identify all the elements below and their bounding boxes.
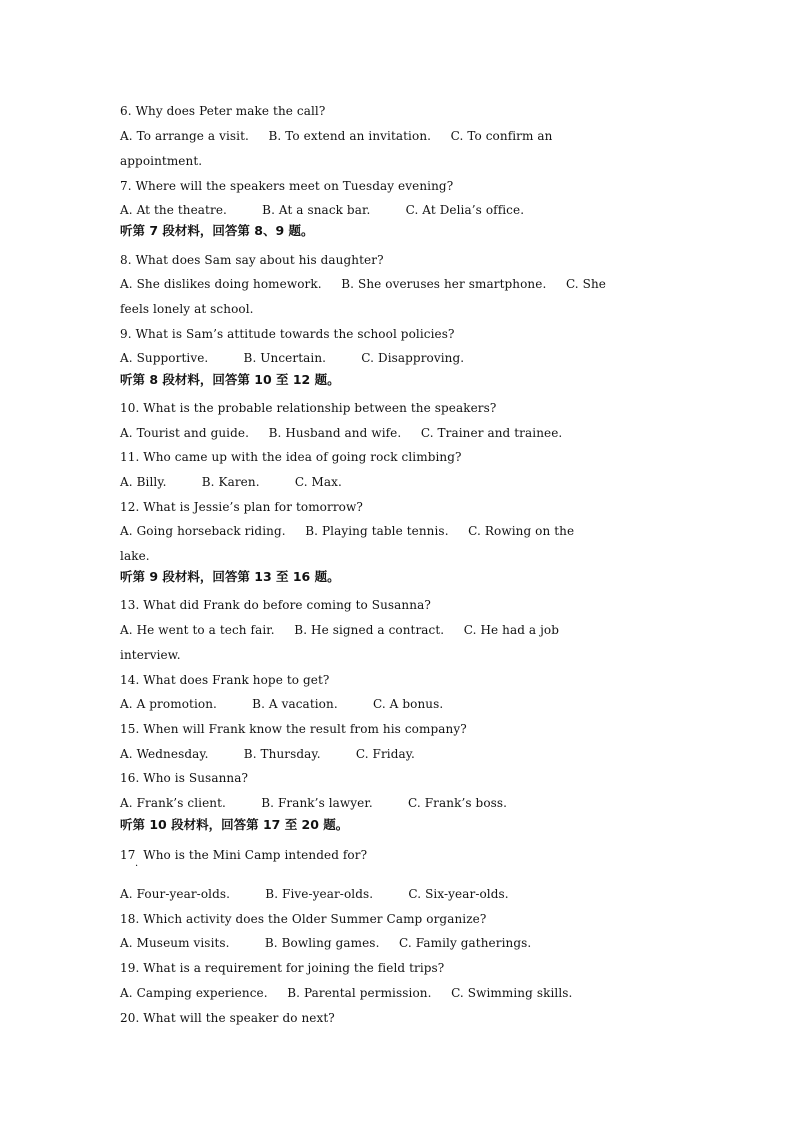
question-18-options: A. Museum visits. B. Bowling games. C. Family gatherings. [120, 936, 532, 950]
question-12-options: A. Going horseback riding. B. Playing table tennis. C. Rowing on the [120, 524, 575, 538]
question-18: 18. Which activity does the Older Summer Camp organize? [120, 912, 487, 926]
question-6-options: A. To arrange a visit. B. To extend an invitation. C. To confirm an [120, 129, 553, 143]
question-11: 11. Who came up with the idea of going rock climbing? [120, 450, 462, 464]
stray-dot: · [135, 861, 139, 872]
question-7: 7. Where will the speakers meet on Tuesday evening? [120, 179, 454, 193]
question-19: 19. What is a requirement for joining the field trips? [120, 961, 445, 975]
section-heading-8: 听第 8 段材料，回答第 10 至 12 题。 [120, 372, 340, 387]
question-17-options: A. Four-year-olds. B. Five-year-olds. C. Six-year-olds. [120, 887, 509, 901]
question-7-options: A. At the theatre. B. At a snack bar. C. At Delia’s office. [120, 203, 525, 217]
question-8-options-cont: feels lonely at school. [120, 302, 254, 316]
question-14-options: A. A promotion. B. A vacation. C. A bonus. [120, 697, 444, 711]
question-8-options: A. She dislikes doing homework. B. She overuses her smartphone. C. She [120, 277, 606, 291]
question-6-options-cont: appointment. [120, 154, 203, 168]
question-14: 14. What does Frank hope to get? [120, 673, 330, 687]
question-9: 9. What is Sam’s attitude towards the school policies? [120, 327, 455, 341]
question-19-options: A. Camping experience. B. Parental permission. C. Swimming skills. [120, 986, 573, 1000]
question-13-options-cont: interview. [120, 648, 181, 662]
question-13: 13. What did Frank do before coming to Susanna? [120, 598, 431, 612]
question-12-options-cont: lake. [120, 549, 150, 563]
question-9-options: A. Supportive. B. Uncertain. C. Disapproving. [120, 351, 465, 365]
question-20: 20. What will the speaker do next? [120, 1011, 335, 1025]
question-13-options: A. He went to a tech fair. B. He signed a contract. C. He had a job [120, 623, 560, 637]
question-12: 12. What is Jessie’s plan for tomorrow? [120, 500, 363, 514]
question-15: 15. When will Frank know the result from his company? [120, 722, 467, 736]
section-heading-7: 听第 7 段材料，回答第 8、9 题。 [120, 223, 314, 238]
section-heading-10: 听第 10 段材料，回答第 17 至 20 题。 [120, 817, 349, 832]
section-heading-9: 听第 9 段材料，回答第 13 至 16 题。 [120, 569, 340, 584]
question-17: 17 Who is the Mini Camp intended for? [120, 848, 368, 862]
question-15-options: A. Wednesday. B. Thursday. C. Friday. [120, 747, 415, 761]
question-6: 6. Why does Peter make the call? [120, 104, 326, 118]
question-10-options: A. Tourist and guide. B. Husband and wife. C. Trainer and trainee. [120, 426, 563, 440]
question-8: 8. What does Sam say about his daughter? [120, 253, 384, 267]
question-16-options: A. Frank’s client. B. Frank’s lawyer. C. Frank’s boss. [120, 796, 508, 810]
question-10: 10. What is the probable relationship between the speakers? [120, 401, 497, 415]
question-16: 16. Who is Susanna? [120, 771, 249, 785]
question-11-options: A. Billy. B. Karen. C. Max. [120, 475, 342, 489]
